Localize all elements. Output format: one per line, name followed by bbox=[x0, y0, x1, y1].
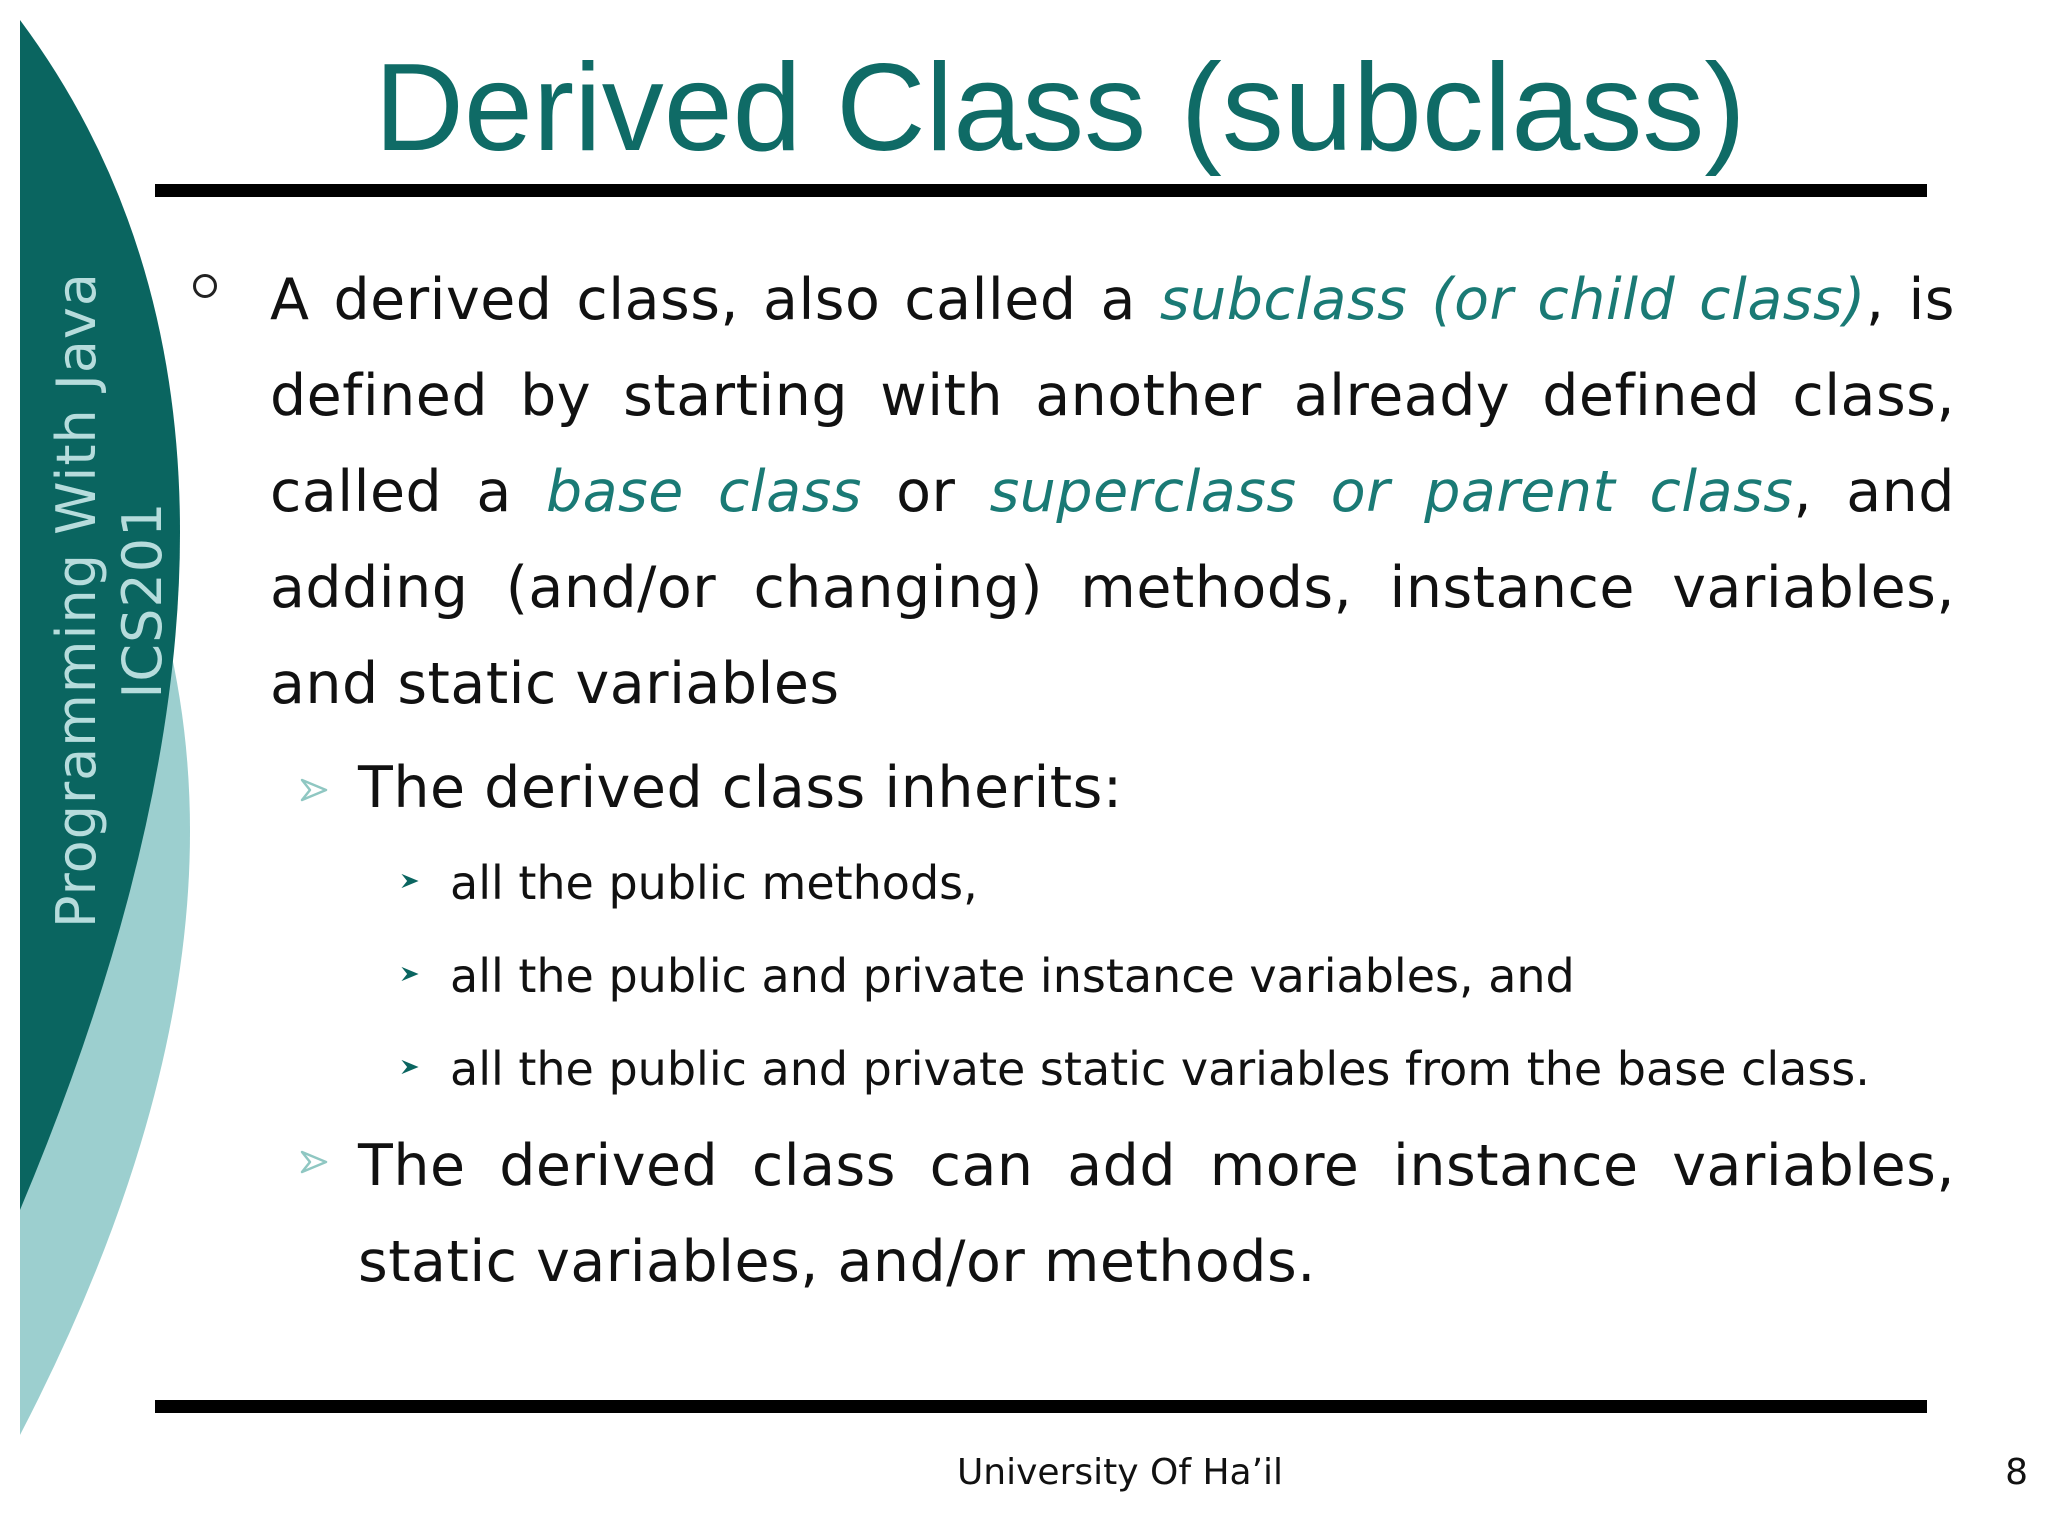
footer-university: University Of Ha’il bbox=[956, 1452, 1284, 1493]
nested-bullet-3: all the public and private static variables from the base class. bbox=[450, 1042, 1870, 1096]
slide-title: Derived Class (subclass) bbox=[374, 39, 1746, 177]
course-label bbox=[30, 200, 190, 1000]
page-number: 8 bbox=[2005, 1452, 2028, 1493]
arrow-bullet-icon bbox=[400, 872, 420, 890]
arrow-bullet-icon bbox=[400, 1058, 420, 1076]
main-text-3: or bbox=[861, 459, 990, 525]
arrow-bullet-icon bbox=[300, 1150, 328, 1174]
course-name: Programming With Java bbox=[45, 272, 109, 928]
term-subclass: subclass (or child class) bbox=[1159, 267, 1866, 333]
term-superclass: superclass or parent class bbox=[989, 459, 1794, 525]
nested-bullet-2: all the public and private instance variables, and bbox=[450, 949, 1575, 1003]
sub-bullet-can-add: The derived class can add more instance variables, static variables, and/or methods. bbox=[358, 1133, 1955, 1295]
main-text-4: , and adding (and/or changing) methods, instance variables, and static variables bbox=[270, 459, 1955, 717]
bottom-rule bbox=[155, 1400, 1927, 1413]
arrow-bullet-icon bbox=[300, 778, 328, 802]
sub-bullet-inherits: The derived class inherits: bbox=[358, 755, 1123, 821]
main-text-1: A derived class, also called a bbox=[270, 267, 1160, 333]
main-bullet-text bbox=[270, 252, 1955, 732]
main-text-2: , is defined by starting with another already defined class, called a bbox=[270, 267, 1956, 525]
circle-bullet-icon bbox=[193, 274, 217, 298]
top-rule bbox=[155, 184, 1927, 197]
nested-bullet-1: all the public methods, bbox=[450, 856, 978, 910]
term-base-class: base class bbox=[545, 459, 862, 525]
course-code: ICS201 bbox=[111, 501, 175, 699]
arrow-bullet-icon bbox=[400, 965, 420, 983]
